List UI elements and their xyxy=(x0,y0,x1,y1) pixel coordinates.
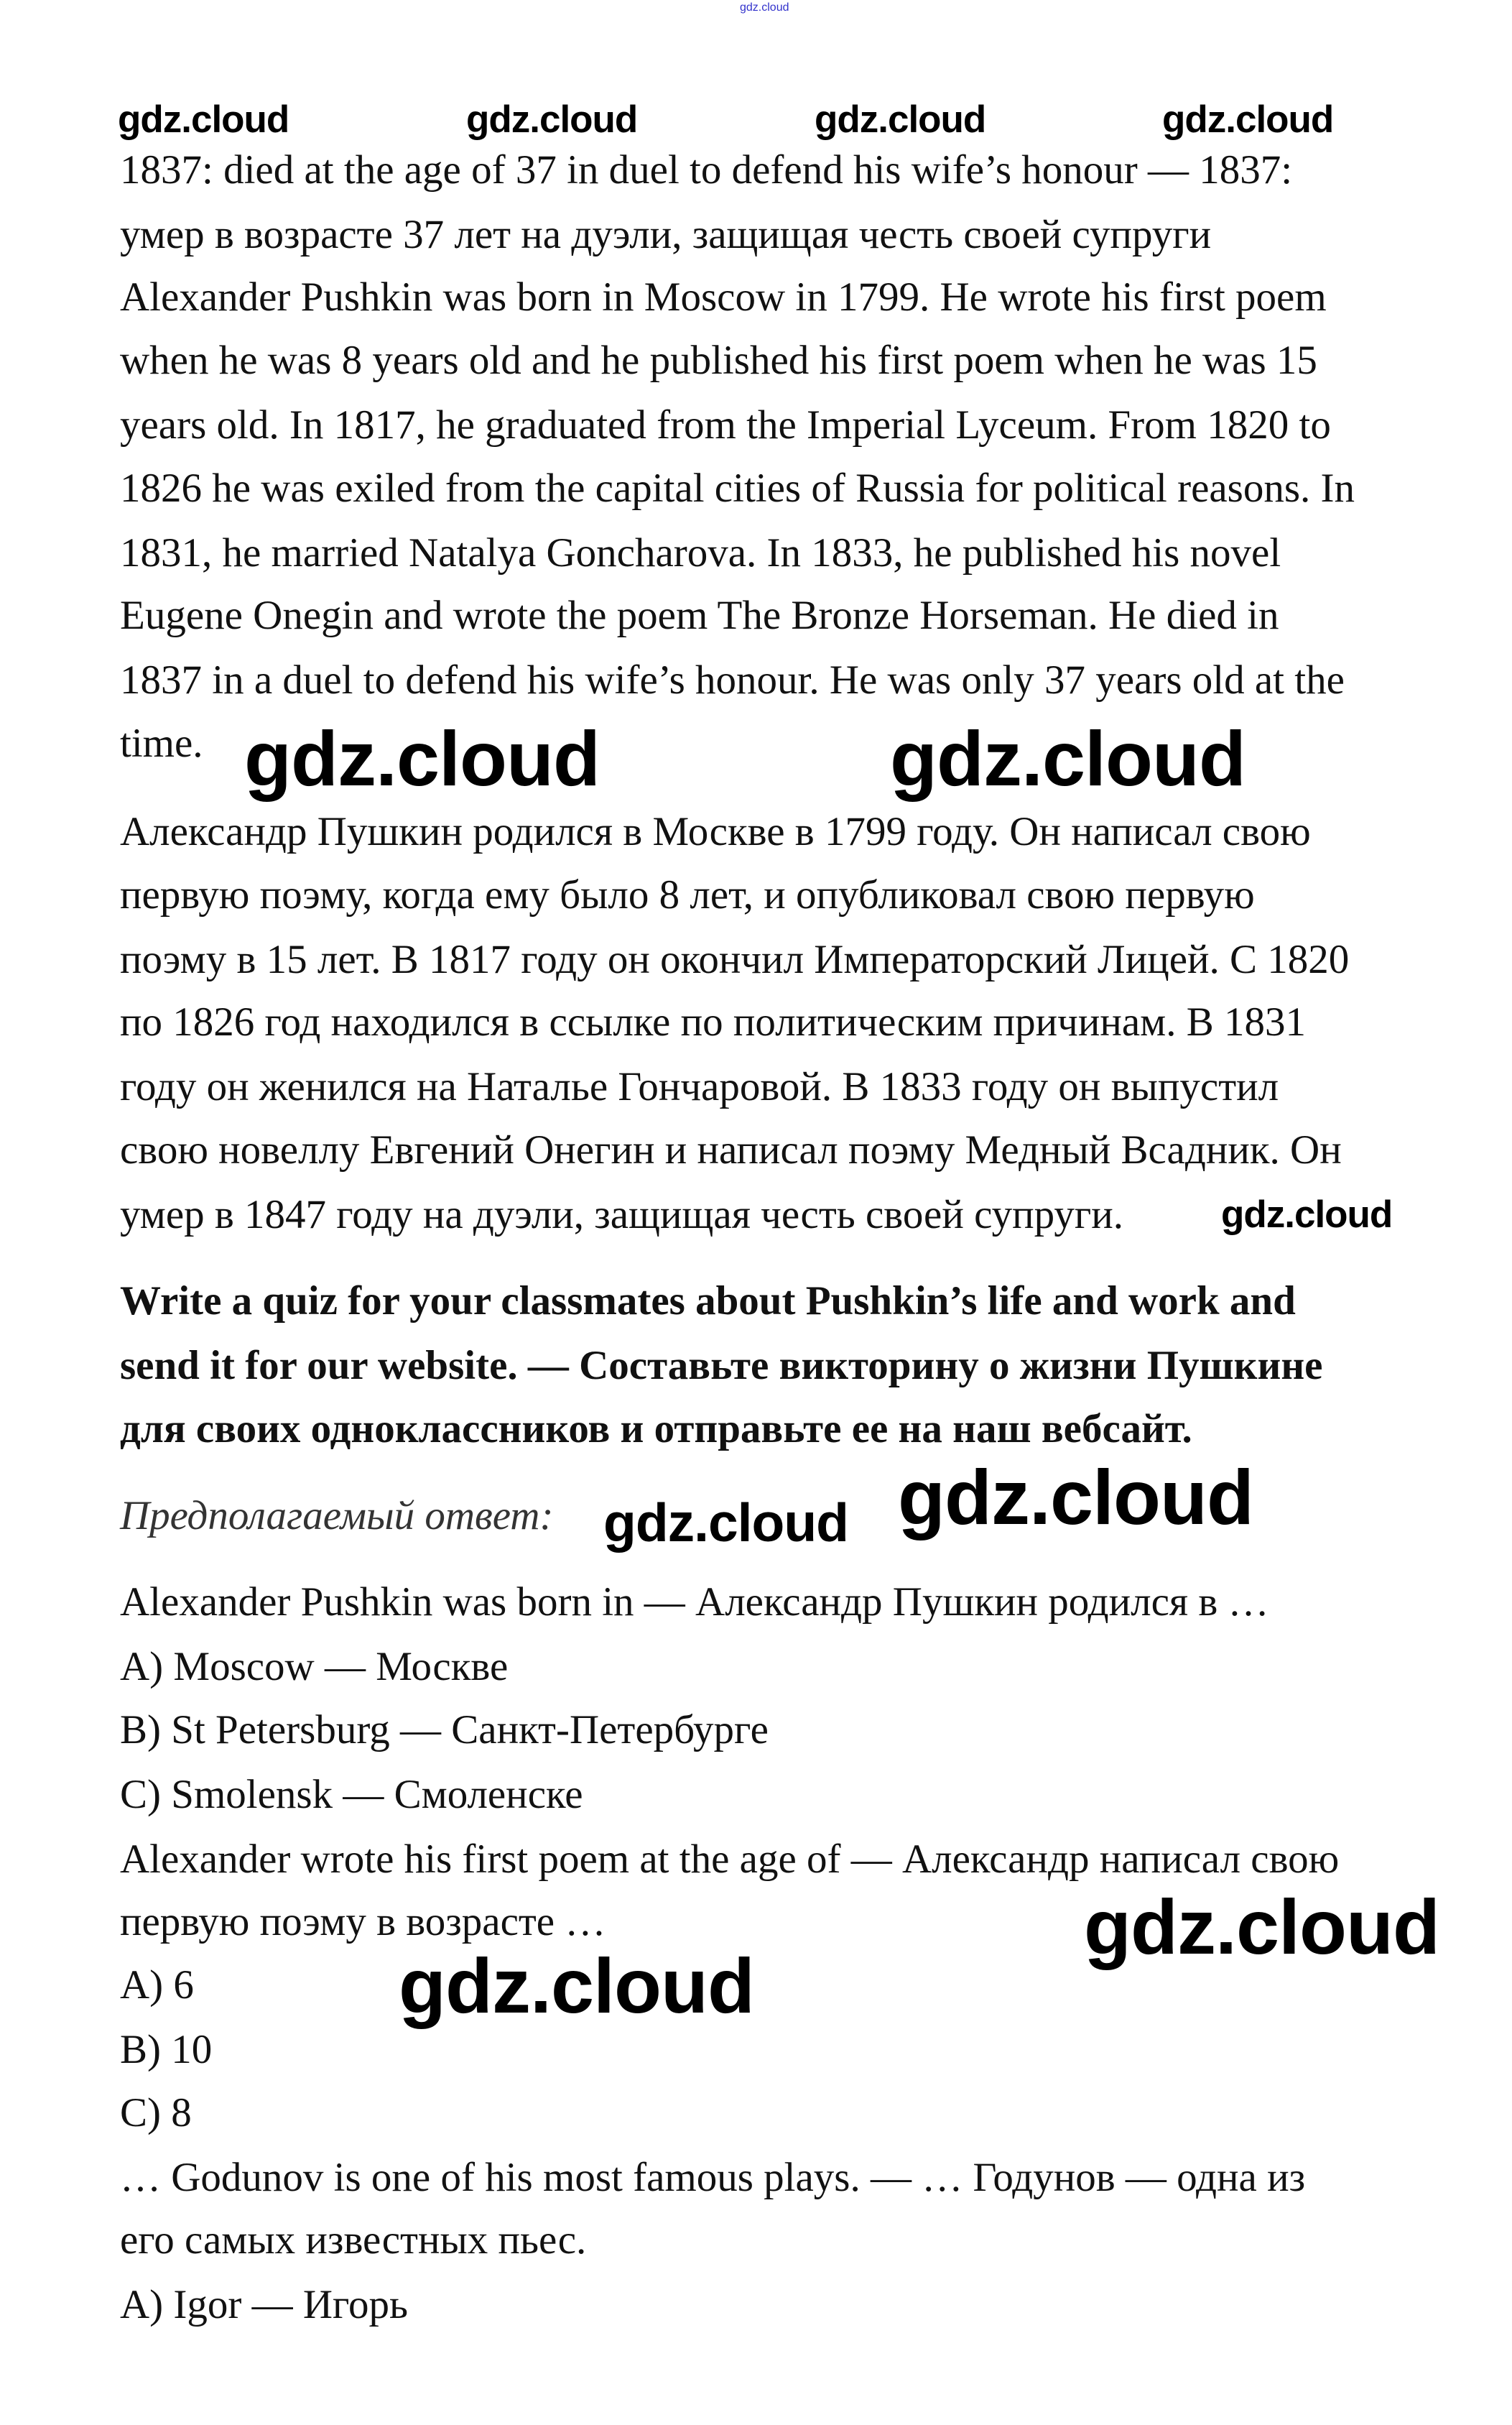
quiz-line: … Godunov is one of his most famous plays. — … Годунов — одна из xyxy=(120,2155,1306,2200)
quiz-line: B) 10 xyxy=(120,2027,213,2072)
para-ru-line: Александр Пушкин родился в Москве в 1799 году. Он написал свою xyxy=(120,809,1311,854)
quiz-line: Alexander wrote his first poem at the age of — Александр написал свою xyxy=(120,1837,1340,1882)
para-en-line: years old. In 1817, he graduated from the Imperial Lyceum. From 1820 to xyxy=(120,402,1331,448)
quiz-line: C) 8 xyxy=(120,2090,192,2135)
task-line: Write a quiz for your classmates about Pushkin’s life and work and xyxy=(120,1278,1296,1324)
para-ru-line: году он женился на Наталье Гончаровой. В 1833 году он выпустил xyxy=(120,1064,1279,1109)
para-en-line: Alexander Pushkin was born in Moscow in 1799. He wrote his first poem xyxy=(120,274,1327,320)
watermark: gdz.cloud xyxy=(1162,98,1334,141)
quiz-line: A) Moscow — Москве xyxy=(120,1644,509,1689)
watermark: gdz.cloud xyxy=(890,715,1246,802)
para-ru-line: умер в 1847 году на дуэли, защищая честь своей супруги. xyxy=(120,1192,1124,1237)
para-en-line: time. xyxy=(120,721,203,766)
para-en-line: 1826 he was exiled from the capital cities of Russia for political reasons. In xyxy=(120,466,1355,511)
watermark: gdz.cloud xyxy=(399,1942,754,2029)
quiz-line: Alexander Pushkin was born in — Александр Пушкин родился в … xyxy=(120,1579,1269,1625)
intro-line: 1837: died at the age of 37 in duel to defend his wife’s honour — 1837: xyxy=(120,147,1293,193)
para-ru-line: свою новеллу Евгений Онегин и написал поэму Медный Всадник. Он xyxy=(120,1127,1342,1173)
para-ru-line: первую поэму, когда ему было 8 лет, и опубликовал свою первую xyxy=(120,872,1255,918)
watermark: gdz.cloud xyxy=(898,1454,1253,1541)
watermark: gdz.cloud xyxy=(815,98,986,141)
watermark: gdz.cloud xyxy=(603,1492,848,1553)
quiz-line: C) Smolensk — Смоленске xyxy=(120,1772,583,1817)
watermark: gdz.cloud xyxy=(1084,1883,1439,1970)
intro-line: умер в возрасте 37 лет на дуэли, защищая честь своей супруги xyxy=(120,212,1212,257)
watermark: gdz.cloud xyxy=(118,98,289,141)
para-ru-line: по 1826 год находился в ссылке по политическим причинам. В 1831 xyxy=(120,999,1306,1045)
watermark: gdz.cloud xyxy=(244,715,600,802)
header-watermark: gdz.cloud xyxy=(740,1,789,14)
quiz-line: первую поэму в возрасте … xyxy=(120,1899,606,1944)
answer-label: Предполагаемый ответ: xyxy=(120,1493,554,1538)
quiz-line: A) 6 xyxy=(120,1962,194,2008)
quiz-line: A) Igor — Игорь xyxy=(120,2282,408,2327)
para-en-line: when he was 8 years old and he published his first poem when he was 15 xyxy=(120,338,1317,383)
para-en-line: 1837 in a duel to defend his wife’s honour. He was only 37 years old at the xyxy=(120,657,1345,703)
para-ru-line: поэму в 15 лет. В 1817 году он окончил Императорский Лицей. С 1820 xyxy=(120,937,1350,982)
task-line: для своих одноклассников и отправьте ее на наш вебсайт. xyxy=(120,1406,1192,1451)
watermark: gdz.cloud xyxy=(1221,1193,1393,1236)
quiz-line: его самых известных пьес. xyxy=(120,2217,587,2263)
quiz-line: B) St Petersburg — Санкт-Петербурге xyxy=(120,1707,769,1752)
para-en-line: Eugene Onegin and wrote the poem The Bronze Horseman. He died in xyxy=(120,593,1279,638)
watermark: gdz.cloud xyxy=(466,98,638,141)
para-en-line: 1831, he married Natalya Goncharova. In 1833, he published his novel xyxy=(120,530,1281,576)
task-line: send it for our website. — Составьте викторину о жизни Пушкине xyxy=(120,1343,1323,1388)
